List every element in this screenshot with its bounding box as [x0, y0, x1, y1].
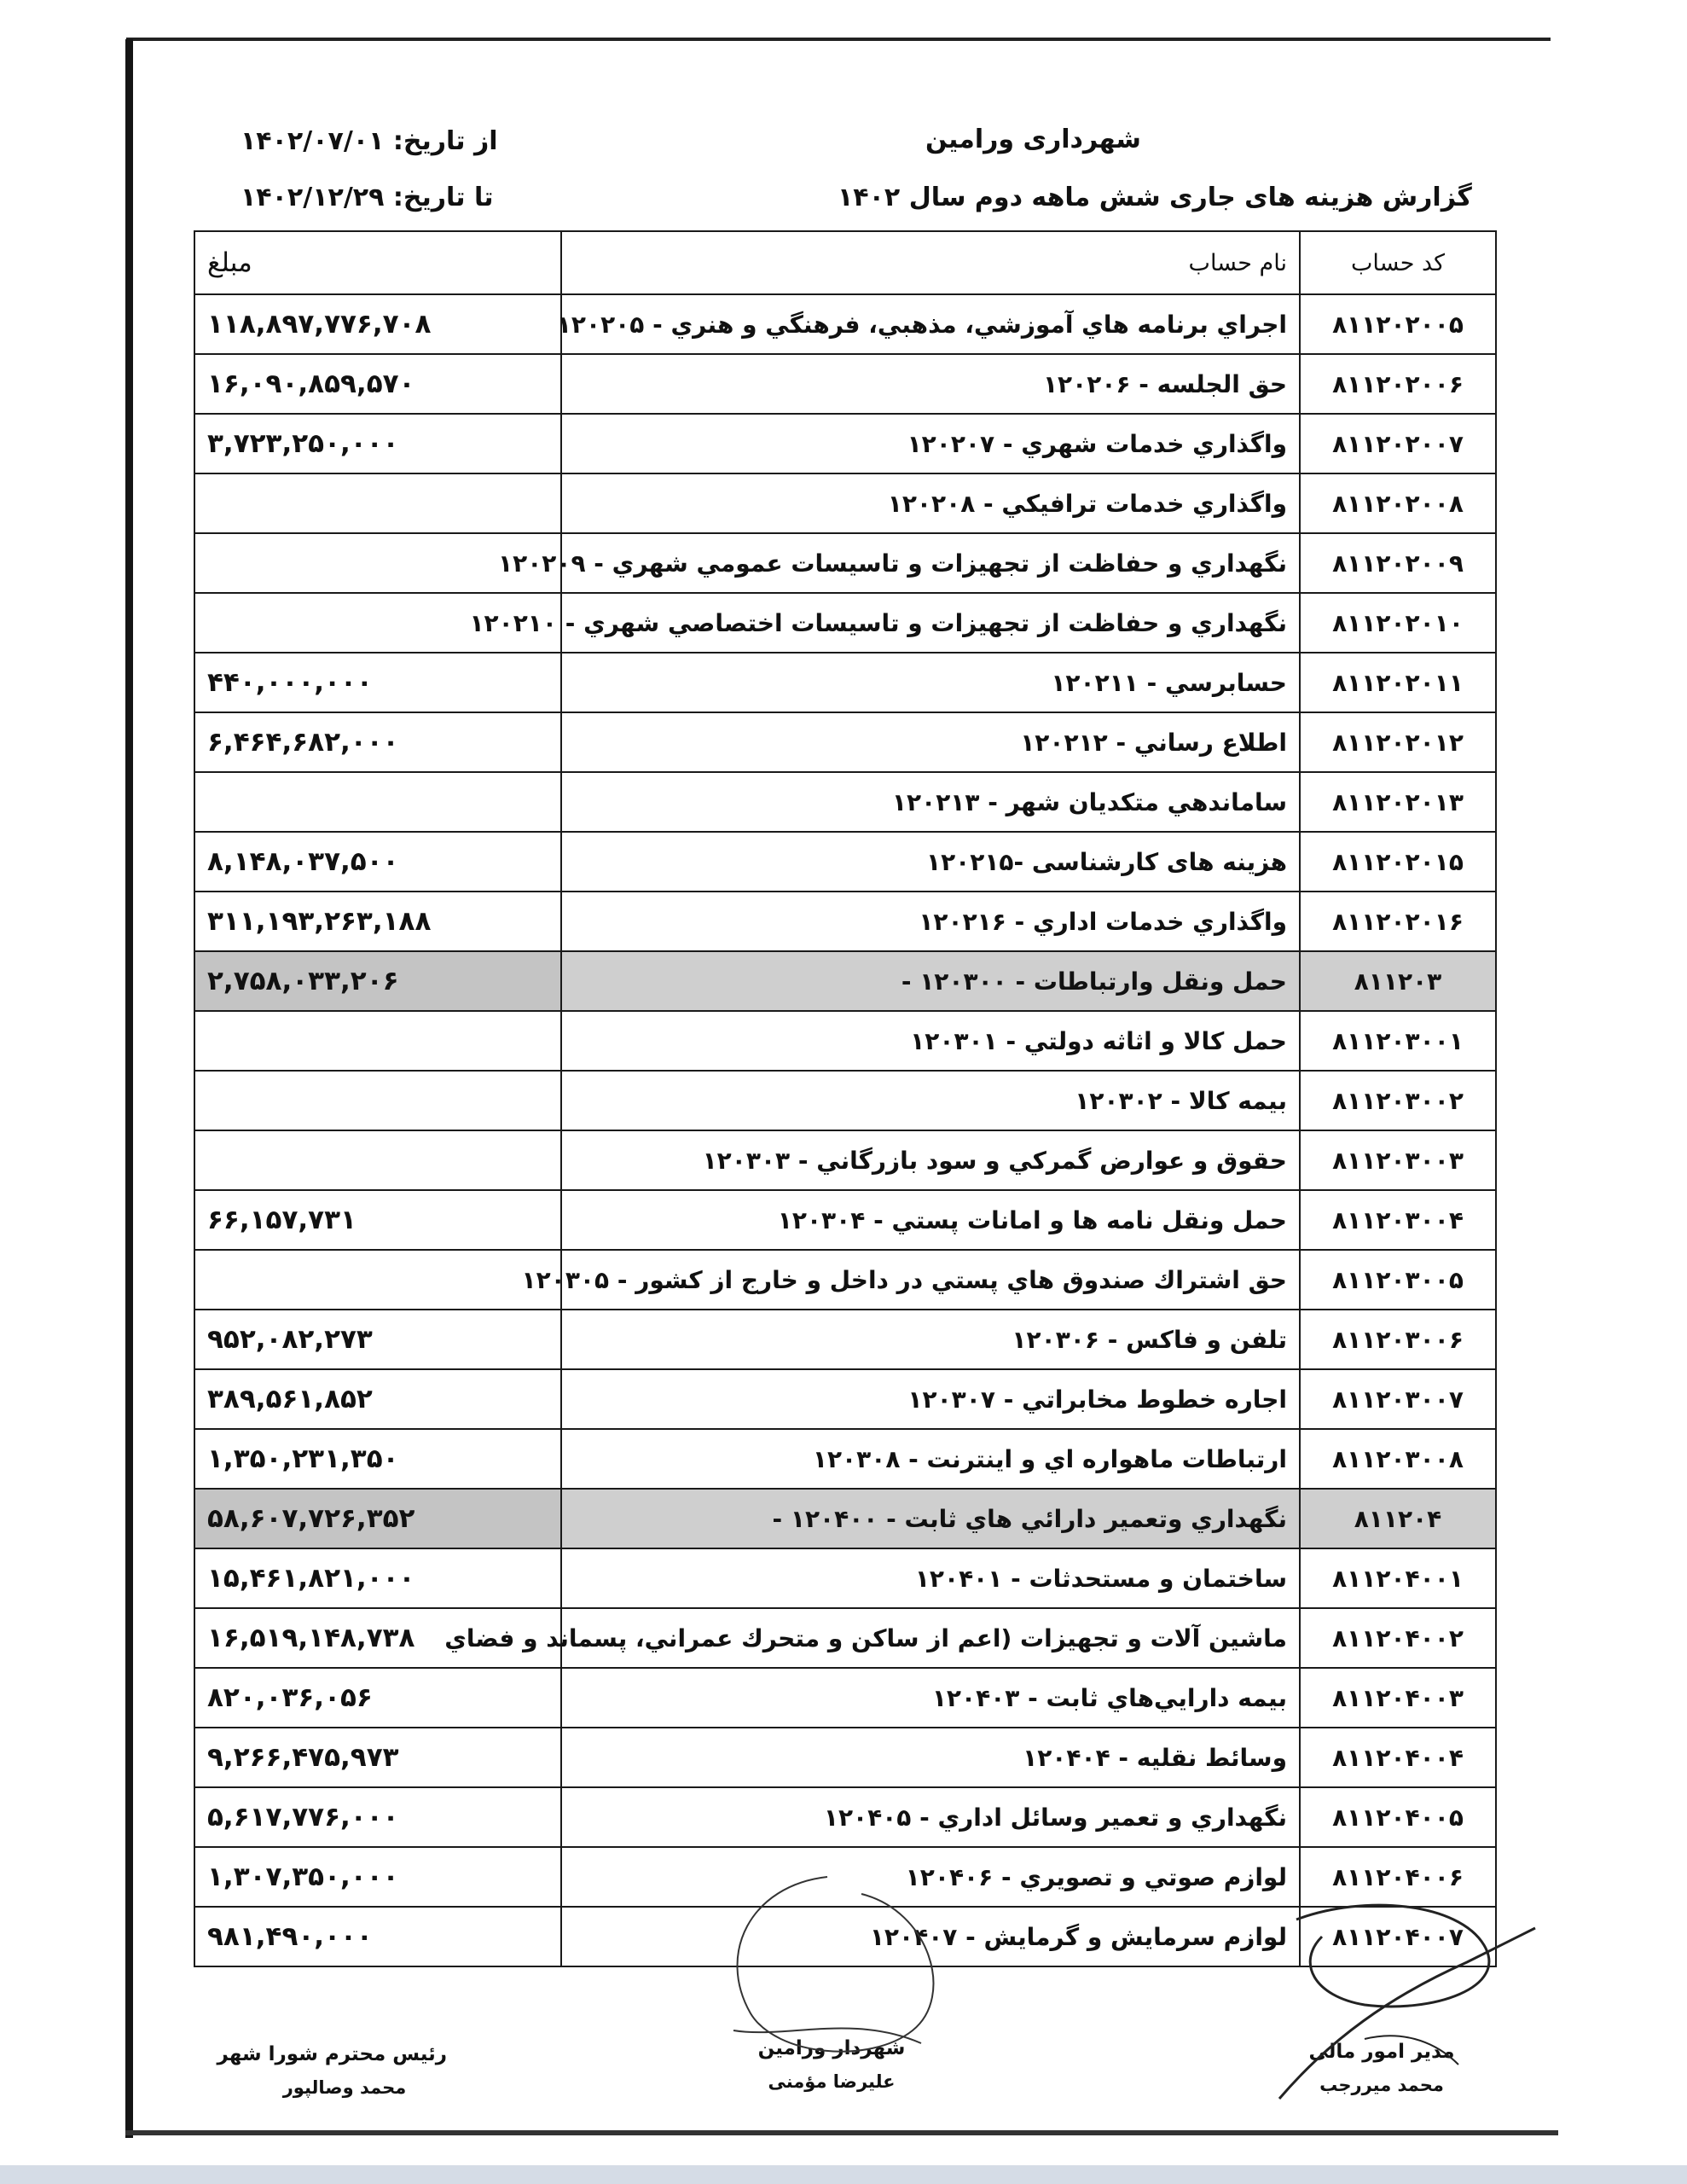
- account-name: اجاره خطوط مخابراتي - ۱۲۰۳۰۷: [561, 1369, 1300, 1429]
- account-name: تلفن و فاکس - ۱۲۰۳۰۶: [561, 1310, 1300, 1369]
- account-name: واگذاري خدمات ترافيکي - ۱۲۰۲۰۸: [561, 473, 1300, 533]
- account-code: ۸۱۱۲۰۳۰۰۵: [1300, 1250, 1496, 1310]
- table-row: [194, 892, 1496, 951]
- table-row: [194, 1130, 1496, 1190]
- mayor-title: شهردار ورامين: [757, 2037, 906, 2059]
- amount: ۹۸۱,۴۹۰,۰۰۰: [194, 1907, 561, 1966]
- scan-edge-bottom: [125, 2130, 1558, 2135]
- account-code: ۸۱۱۲۰۲۰۰۹: [1300, 533, 1496, 593]
- council-name: محمد وصالپور: [282, 2077, 407, 2098]
- amount: [194, 1071, 561, 1130]
- organization-name: شهرداری ورامین: [925, 125, 1141, 154]
- amount: [194, 473, 561, 533]
- amount: ۱,۳۰۷,۳۵۰,۰۰۰: [194, 1847, 561, 1907]
- account-name: حسابرسي - ۱۲۰۲۱۱: [561, 653, 1300, 712]
- amount: ۱,۳۵۰,۲۳۱,۳۵۰: [194, 1429, 561, 1489]
- account-code: ۸۱۱۲۰۲۰۰۷: [1300, 414, 1496, 473]
- table-row: [194, 1548, 1496, 1608]
- amount: ۹,۲۶۶,۴۷۵,۹۷۳: [194, 1728, 561, 1787]
- finance-title: مدير امور مالى: [1308, 2041, 1455, 2063]
- table-row: [194, 1011, 1496, 1071]
- table-row: [194, 772, 1496, 832]
- account-code: ۸۱۱۲۰۲۰۱۶: [1300, 892, 1496, 951]
- amount: [194, 1130, 561, 1190]
- account-name: اجراي برنامه هاي آموزشي، مذهبي، فرهنگي و هنري - ۱۲۰۲۰۵: [561, 294, 1300, 354]
- column-header-code: کد حساب: [1300, 231, 1496, 294]
- table-row: [194, 1728, 1496, 1787]
- amount: ۶,۴۶۴,۶۸۲,۰۰۰: [194, 712, 561, 772]
- amount: ۳۸۹,۵۶۱,۸۵۲: [194, 1369, 561, 1429]
- amount: ۹۵۲,۰۸۲,۲۷۳: [194, 1310, 561, 1369]
- table-row: [194, 712, 1496, 772]
- table-row: [194, 951, 1496, 1011]
- account-code: ۸۱۱۲۰۳۰۰۸: [1300, 1429, 1496, 1489]
- amount: ۳۱۱,۱۹۳,۲۶۳,۱۸۸: [194, 892, 561, 951]
- account-code: ۸۱۱۲۰۲۰۰۵: [1300, 294, 1496, 354]
- account-name: ماشين آلات و تجهيزات (اعم از ساکن و متحرك عمراني، پسماند و فضاي: [561, 1608, 1300, 1668]
- account-name: ارتباطات ماهواره اي و اينترنت - ۱۲۰۳۰۸: [561, 1429, 1300, 1489]
- table-row: [194, 1190, 1496, 1250]
- table-row: [194, 1489, 1496, 1548]
- mayor-signature-block: [742, 2037, 921, 2092]
- account-name: لوازم صوتي و تصويري - ۱۲۰۴۰۶: [561, 1847, 1300, 1907]
- table-row: [194, 1668, 1496, 1728]
- table-row: [194, 1071, 1496, 1130]
- amount: [194, 772, 561, 832]
- account-code: ۸۱۱۲۰۴: [1300, 1489, 1496, 1548]
- council-signature-block: [217, 2043, 447, 2098]
- amount: ۱۶,۰۹۰,۸۵۹,۵۷۰: [194, 354, 561, 414]
- scan-edge-left: [125, 39, 133, 2138]
- account-code: ۸۱۱۲۰۴۰۰۲: [1300, 1608, 1496, 1668]
- table-header-row: [194, 231, 1496, 294]
- amount: ۱۱۸,۸۹۷,۷۷۶,۷۰۸: [194, 294, 561, 354]
- account-name: حمل کالا و اثاثه دولتي - ۱۲۰۳۰۱: [561, 1011, 1300, 1071]
- amount: ۸۲۰,۰۳۶,۰۵۶: [194, 1668, 561, 1728]
- account-code: ۸۱۱۲۰۲۰۱۱: [1300, 653, 1496, 712]
- table-body: [194, 294, 1496, 1966]
- account-name: نگهداري و حفاظت از تجهيزات و تاسيسات اختصاصي شهري - ۱۲۰۲۱۰: [561, 593, 1300, 653]
- account-name: نگهداري و تعمير وسائل اداري - ۱۲۰۴۰۵: [561, 1787, 1300, 1847]
- amount: ۱۶,۵۱۹,۱۴۸,۷۳۸: [194, 1608, 561, 1668]
- account-code: ۸۱۱۲۰۲۰۰۶: [1300, 354, 1496, 414]
- table-row: [194, 533, 1496, 593]
- expense-table: [194, 230, 1497, 1967]
- account-name: هزينه هاى کارشناسى -۱۲۰۲۱۵: [561, 832, 1300, 892]
- amount: ۵۸,۶۰۷,۷۲۶,۳۵۲: [194, 1489, 561, 1548]
- account-name: بيمه دارايي‌هاي ثابت - ۱۲۰۴۰۳: [561, 1668, 1300, 1728]
- account-name: نگهداري و حفاظت از تجهيزات و تاسيسات عمومي شهري - ۱۲۰۲۰۹: [561, 533, 1300, 593]
- account-name: حق اشتراك صندوق هاي پستي در داخل و خارج از کشور - ۱۲۰۳۰۵: [561, 1250, 1300, 1310]
- account-code: ۸۱۱۲۰۳۰۰۳: [1300, 1130, 1496, 1190]
- table-row: [194, 1369, 1496, 1429]
- mayor-name: عليرضا مؤمنى: [768, 2071, 896, 2092]
- account-code: ۸۱۱۲۰۳۰۰۶: [1300, 1310, 1496, 1369]
- table-row: [194, 1907, 1496, 1966]
- account-name: واگذاري خدمات شهري - ۱۲۰۲۰۷: [561, 414, 1300, 473]
- account-code: ۸۱۱۲۰۲۰۱۵: [1300, 832, 1496, 892]
- to-date: تا تاریخ: ۱۴۰۲/۱۲/۲۹: [241, 183, 494, 212]
- account-name: نگهداري وتعمير دارائي هاي ثابت - ۱۲۰۴۰۰ -: [561, 1489, 1300, 1548]
- account-name: ساختمان و مستحدثات - ۱۲۰۴۰۱: [561, 1548, 1300, 1608]
- finance-name: محمد ميررجب: [1319, 2075, 1444, 2095]
- account-code: ۸۱۱۲۰۴۰۰۷: [1300, 1907, 1496, 1966]
- table-row: [194, 1250, 1496, 1310]
- account-name: اطلاع رساني - ۱۲۰۲۱۲: [561, 712, 1300, 772]
- finance-signature-block: [1296, 2041, 1467, 2095]
- amount: ۳,۷۲۳,۲۵۰,۰۰۰: [194, 414, 561, 473]
- account-name: حق الجلسه - ۱۲۰۲۰۶: [561, 354, 1300, 414]
- table-row: [194, 354, 1496, 414]
- account-code: ۸۱۱۲۰۳۰۰۷: [1300, 1369, 1496, 1429]
- report-title: گزارش هزینه های جاری شش ماهه دوم سال ۱۴۰۲: [838, 183, 1472, 212]
- table-row: [194, 473, 1496, 533]
- amount: [194, 1250, 561, 1310]
- account-code: ۸۱۱۲۰۲۰۰۸: [1300, 473, 1496, 533]
- amount: [194, 1011, 561, 1071]
- amount: ۵,۶۱۷,۷۷۶,۰۰۰: [194, 1787, 561, 1847]
- scan-band: [0, 2165, 1687, 2184]
- table-row: [194, 1847, 1496, 1907]
- account-code: ۸۱۱۲۰۲۰۱۳: [1300, 772, 1496, 832]
- account-name: ساماندهي متکديان شهر - ۱۲۰۲۱۳: [561, 772, 1300, 832]
- account-name: حمل ونقل وارتباطات - ۱۲۰۳۰۰ -: [561, 951, 1300, 1011]
- table-row: [194, 1608, 1496, 1668]
- scan-edge-top: [126, 38, 1551, 41]
- account-code: ۸۱۱۲۰۴۰۰۶: [1300, 1847, 1496, 1907]
- account-code: ۸۱۱۲۰۳۰۰۴: [1300, 1190, 1496, 1250]
- account-name: حمل ونقل نامه ها و امانات پستي - ۱۲۰۳۰۴: [561, 1190, 1300, 1250]
- account-name: لوازم سرمايش و گرمايش - ۱۲۰۴۰۷: [561, 1907, 1300, 1966]
- account-name: بيمه کالا - ۱۲۰۳۰۲: [561, 1071, 1300, 1130]
- table-row: [194, 593, 1496, 653]
- account-code: ۸۱۱۲۰۲۰۱۲: [1300, 712, 1496, 772]
- council-title: رئيس محترم شورا شهر: [217, 2043, 447, 2065]
- account-code: ۸۱۱۲۰۳: [1300, 951, 1496, 1011]
- amount: ۸,۱۴۸,۰۳۷,۵۰۰: [194, 832, 561, 892]
- account-code: ۸۱۱۲۰۳۰۰۱: [1300, 1011, 1496, 1071]
- account-code: ۸۱۱۲۰۴۰۰۱: [1300, 1548, 1496, 1608]
- account-name: واگذاري خدمات اداري - ۱۲۰۲۱۶: [561, 892, 1300, 951]
- table-row: [194, 414, 1496, 473]
- table-row: [194, 832, 1496, 892]
- account-name: حقوق و عوارض گمرکي و سود بازرگاني - ۱۲۰۳۰۳: [561, 1130, 1300, 1190]
- column-header-amount: مبلغ: [194, 231, 561, 294]
- from-date: از تاریخ: ۱۴۰۲/۰۷/۰۱: [241, 126, 498, 156]
- amount: ۴۴۰,۰۰۰,۰۰۰: [194, 653, 561, 712]
- table-row: [194, 653, 1496, 712]
- account-code: ۸۱۱۲۰۲۰۱۰: [1300, 593, 1496, 653]
- account-code: ۸۱۱۲۰۳۰۰۲: [1300, 1071, 1496, 1130]
- amount: ۱۵,۴۶۱,۸۲۱,۰۰۰: [194, 1548, 561, 1608]
- account-code: ۸۱۱۲۰۴۰۰۵: [1300, 1787, 1496, 1847]
- amount: ۶۶,۱۵۷,۷۳۱: [194, 1190, 561, 1250]
- table-row: [194, 1787, 1496, 1847]
- table-row: [194, 1429, 1496, 1489]
- column-header-name: نام حساب: [561, 231, 1300, 294]
- account-name: وسائط نقليه - ۱۲۰۴۰۴: [561, 1728, 1300, 1787]
- table-row: [194, 1310, 1496, 1369]
- account-code: ۸۱۱۲۰۴۰۰۳: [1300, 1668, 1496, 1728]
- table-row: [194, 294, 1496, 354]
- amount: ۲,۷۵۸,۰۳۳,۲۰۶: [194, 951, 561, 1011]
- account-code: ۸۱۱۲۰۴۰۰۴: [1300, 1728, 1496, 1787]
